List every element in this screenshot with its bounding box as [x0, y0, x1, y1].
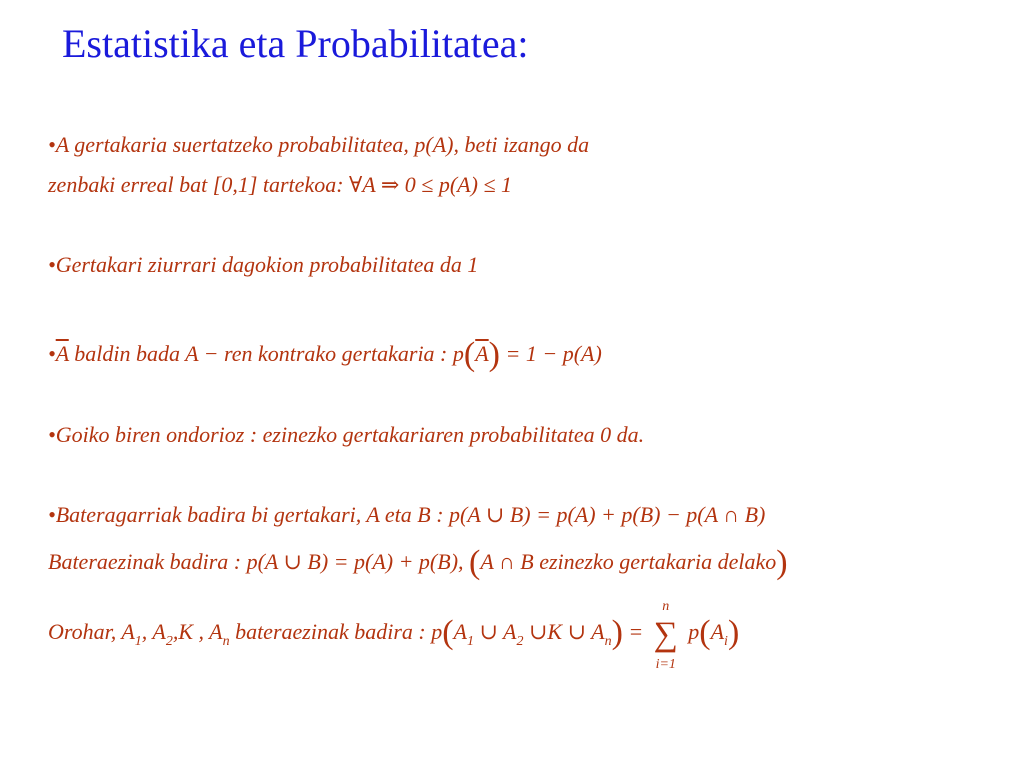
line-7-text: A	[453, 619, 467, 644]
line-7-text: ,K , A	[172, 619, 223, 644]
line-1-continuation: zenbaki erreal bat [0,1] tartekoa: ∀A ⇒ 0 ≤ p(A) ≤ 1	[48, 172, 513, 197]
line-7-text: ∪K ∪ A	[523, 619, 605, 644]
bullet-line-3	[48, 338, 602, 372]
line-6	[48, 546, 788, 580]
subscript: 2	[165, 634, 173, 649]
left-paren: (	[469, 544, 481, 581]
left-paren: (	[699, 614, 711, 651]
summation-lower: i=1	[655, 657, 676, 672]
line-3-text: baldin bada A − ren kontrako gertakaria : p	[68, 341, 464, 366]
right-paren: )	[488, 336, 500, 373]
summation-upper: n	[662, 599, 670, 614]
complement-a-arg: $\overline{A}$	[475, 341, 489, 366]
subscript: 1	[134, 634, 142, 649]
equals-sign: =	[622, 619, 649, 644]
summation	[649, 599, 683, 672]
subscript: 2	[516, 634, 524, 649]
line-7-text: p	[682, 619, 700, 644]
line-7	[48, 599, 740, 672]
right-paren: )	[727, 614, 740, 651]
line-6-reason: A ∩ B ezinezko gertakaria delako	[480, 549, 777, 574]
line-7-text: A	[710, 619, 725, 644]
summation-sign: ∑	[653, 616, 678, 653]
left-paren: (	[463, 336, 476, 373]
line-7-text: bateraezinak badira : p	[229, 619, 443, 644]
line-7-start: Orohar, A	[48, 619, 135, 644]
line-3-result: = 1 − p(A)	[500, 341, 602, 366]
bullet-line-2: •Gertakari ziurrari dagokion probabilitatea da 1	[48, 252, 479, 277]
subscript: 1	[467, 634, 474, 649]
bullet-mark: •	[48, 341, 56, 366]
line-6-text: Bateraezinak badira : p(A ∪ B) = p(A) + p(B),	[48, 549, 464, 574]
bullet-line-5: •Bateragarriak badira bi gertakari, A eta B : p(A ∪ B) = p(A) + p(B) − p(A ∩ B)	[48, 502, 766, 527]
complement-a: $\overline{A}$	[55, 341, 69, 366]
bullet-line-4: •Goiko biren ondorioz : ezinezko gertakariaren probabilitatea 0 da.	[48, 422, 645, 447]
subscript: i	[724, 634, 728, 649]
left-paren: (	[442, 614, 454, 651]
subscript: n	[222, 634, 230, 649]
line-7-text: ∪ A	[474, 619, 517, 644]
right-paren: )	[776, 544, 788, 581]
bullet-line-1: •A gertakaria suertatzeko probabilitatea, p(A), beti izango da	[48, 132, 590, 157]
right-paren: )	[611, 614, 623, 651]
line-7-text: , A	[141, 619, 166, 644]
slide-title: Estatistika eta Probabilitatea:	[62, 21, 529, 66]
subscript: n	[604, 634, 612, 649]
